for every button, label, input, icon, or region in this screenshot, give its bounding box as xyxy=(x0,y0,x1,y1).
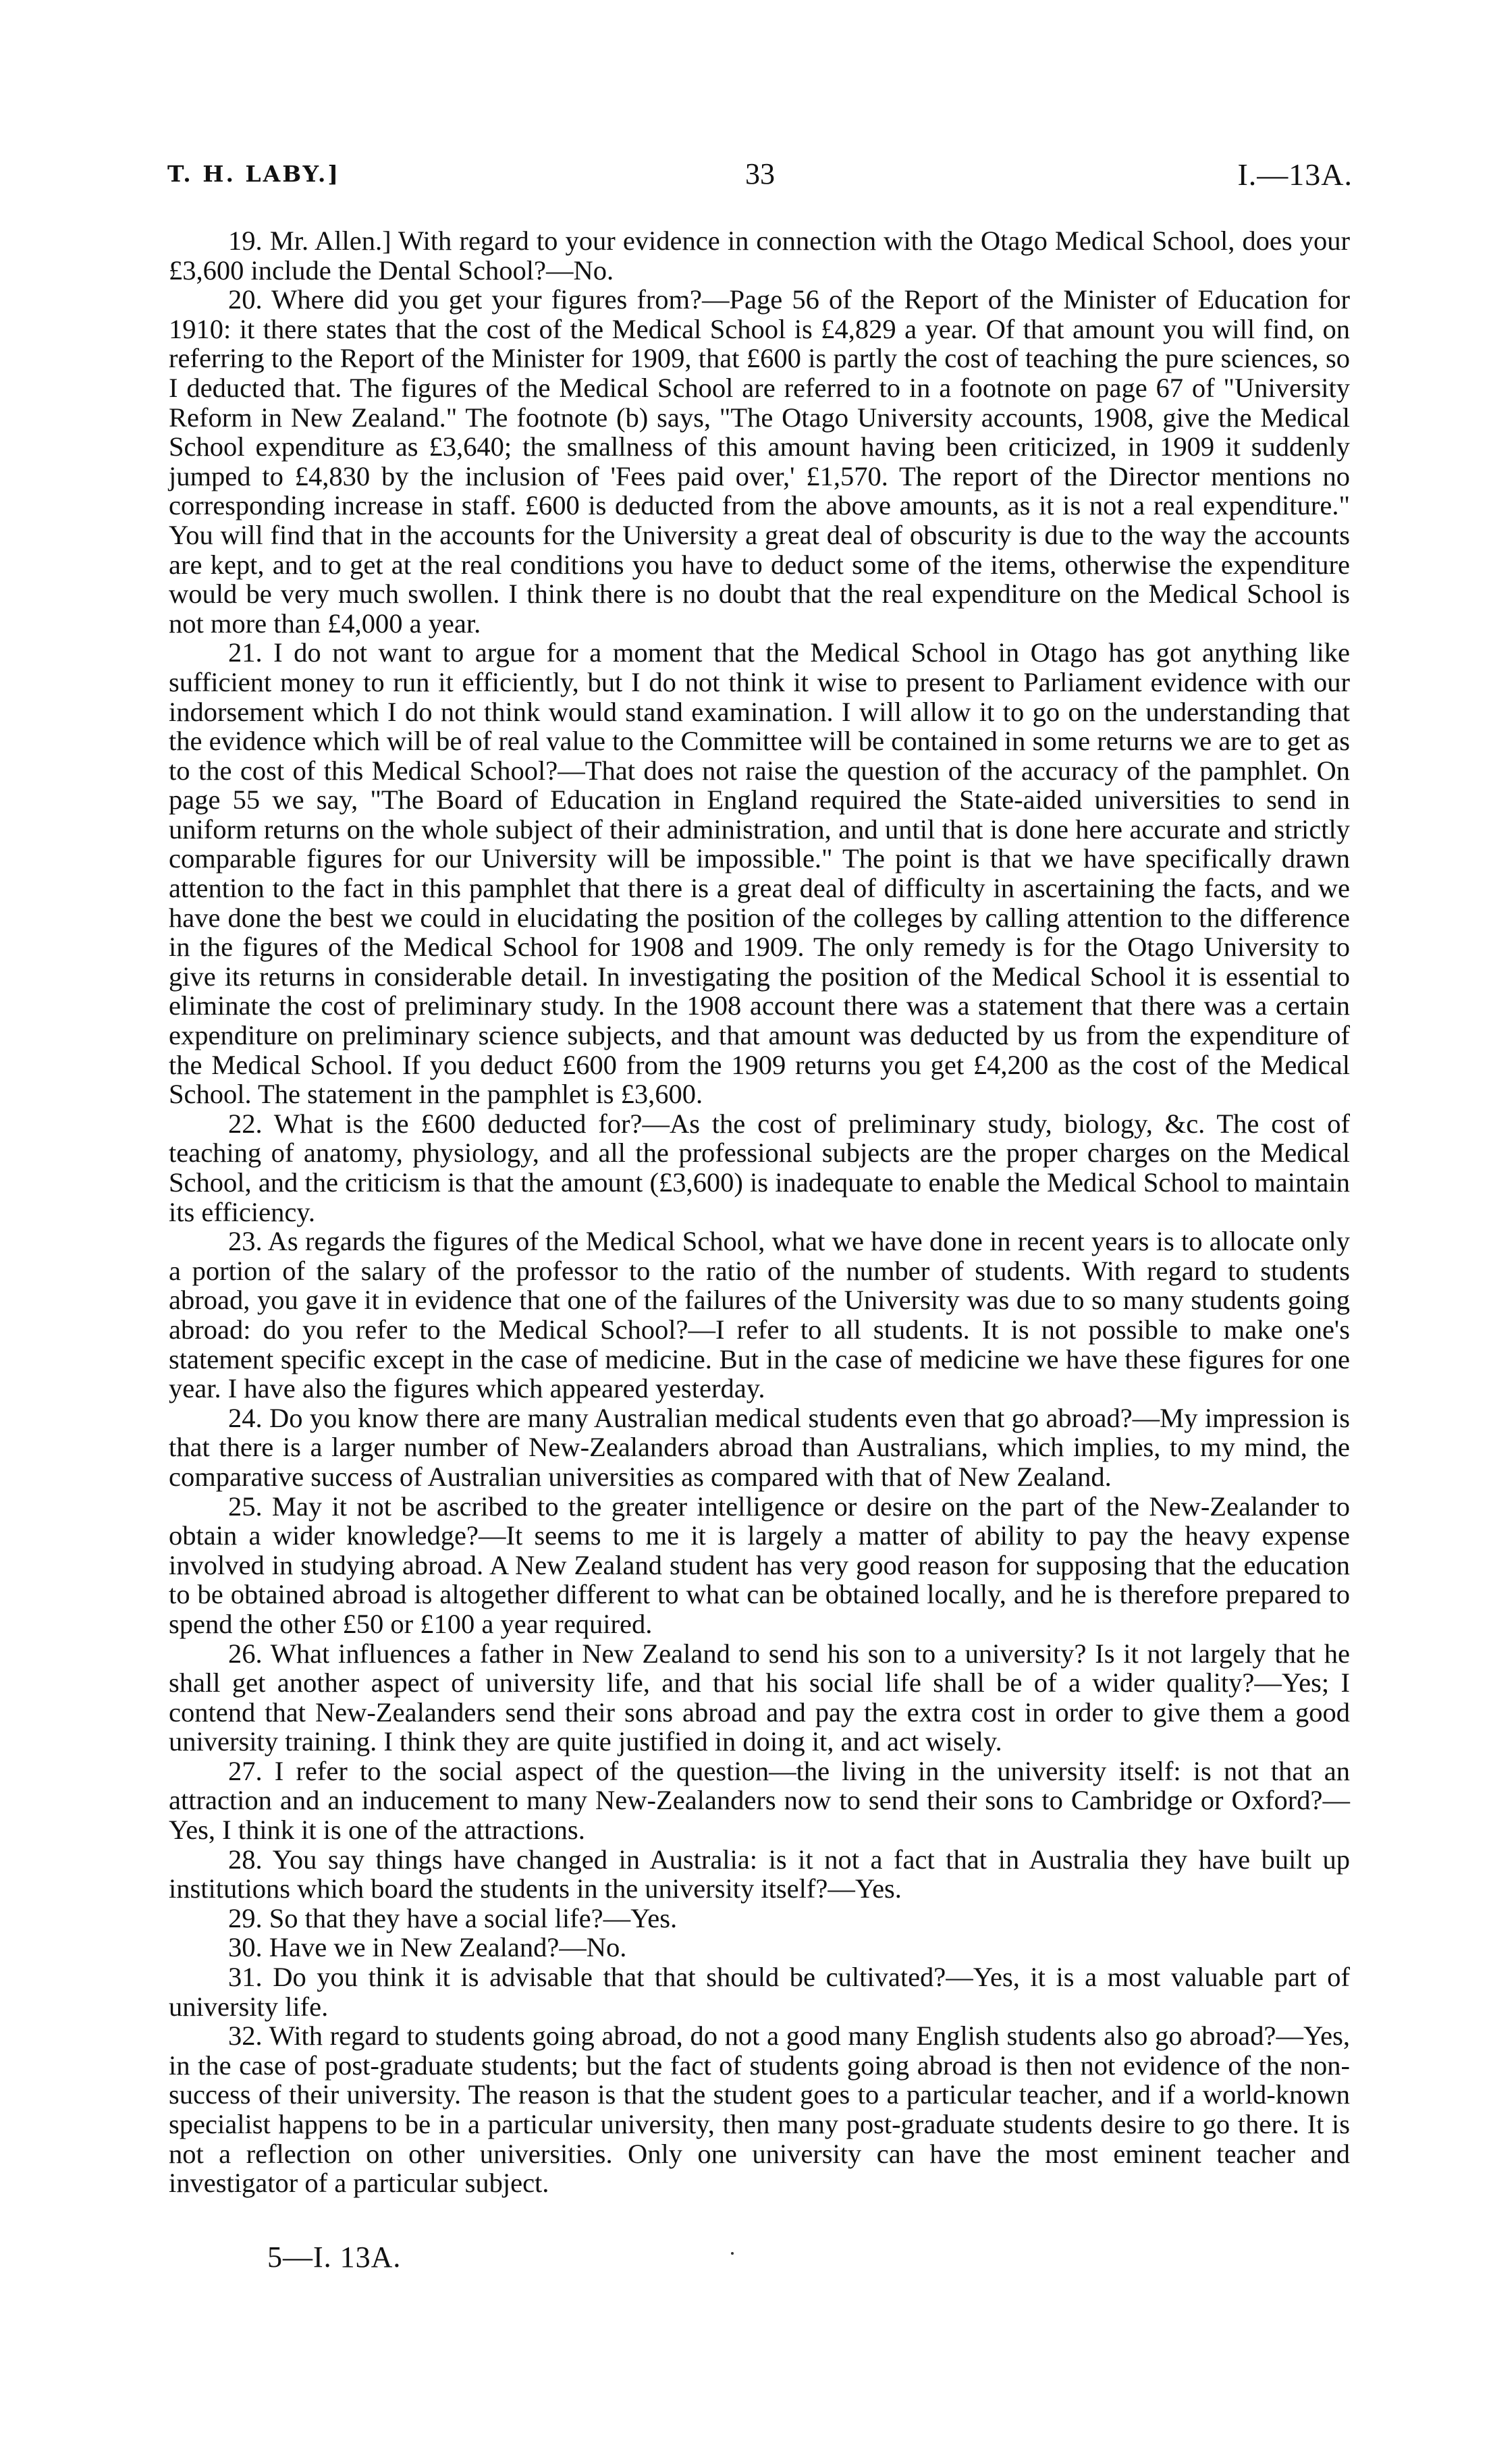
paragraph-30: 30. Have we in New Zealand?—No. xyxy=(228,1932,627,1963)
paragraph-22: 22. What is the £600 deducted for?—As the cost of preliminary study, biology, &c. The cost of teaching of anatomy, physiology, and all the professional subjects are the proper charges on the Medical School, and the criticism is that the amount (£3,600) is inadequate to enable the Medical School to maintain its efficiency. xyxy=(169,1108,1350,1227)
paragraph-26: 26. What influences a father in New Zealand to send his son to a university? Is it not largely that he shall get another aspect of university life, and that his social life shall be of a wider quality?—Yes; I contend that New-Zealanders send their sons abroad and pay the extra cost in order to give them a good university training. I think they are quite justified in doing it, and act wisely. xyxy=(169,1638,1350,1757)
paragraph-24: 24. Do you know there are many Australian medical students even that go abroad?—My impression is that there is a larger number of New-Zealanders abroad than Australians, which implies, to my mind, the comparative success of Australian universities as compared with that of New Zealand. xyxy=(169,1402,1350,1492)
page-header xyxy=(167,157,1353,201)
paragraph-25: 25. May it not be ascribed to the greater intelligence or desire on the part of the New-Zealander to obtain a wider knowledge?—It seems to me it is largely a matter of ability to pay the heavy expense involved in studying abroad. A New Zealand student has very good reason for supposing that the education to be obtained abroad is altogether different to what can be obtained locally, and he is therefore prepared to spend the other £50 or £100 a year required. xyxy=(169,1491,1350,1639)
paragraph-20: 20. Where did you get your figures from?—Page 56 of the Report of the Minister of Education for 1910: it there states that the cost of the Medical School is £4,829 a year. Of that amount you will find, on referring to the Report of the Minister for 1909, that £600 is partly the cost of teaching the pure sciences, so I deducted that. The figures of the Medical School are referred to in a footnote on page 67 of "University Reform in New Zealand." The footnote (b) says, "The Otago University accounts, 1908, give the Medical School expenditure as £3,640; the smallness of this amount having been criticized, in 1909 it suddenly jumped to £4,830 by the inclusion of 'Fees paid over,' £1,570. The report of the Director mentions no corresponding increase in staff. £600 is deducted from the above amounts, as it is not a real expenditure." You will find that in the accounts for the University a great deal of obscurity is due to the way the accounts are kept, and to get at the real conditions you have to deduct some of the items, otherwise the expenditure would be very much swollen. I think there is no doubt that the real expenditure on the Medical School is not more than £4,000 a year. xyxy=(169,284,1350,639)
paragraph-31: 31. Do you think it is advisable that that should be cultivated?—Yes, it is a most valuable part of university life. xyxy=(169,1962,1350,2022)
document-reference: I.—13A. xyxy=(1237,157,1353,192)
paragraph-21: 21. I do not want to argue for a moment that the Medical School in Otago has got anything like sufficient money to run it efficiently, but I do not think it wise to present to Parliament evidence with our indorsement which I do not think would stand examination. I will allow it to go on the understanding that the evidence which will be of real value to the Committee will be contained in some returns we are to get as to the cost of this Medical School?—That does not raise the question of the accuracy of the pamphlet. On page 55 we say, "The Board of Education in England required the State-aided universities to send in uniform returns on the whole subject of their administration, and until that is done here accurate and strictly comparable figures for our University will be impossible." The point is that we have specifically drawn attention to the fact in this pamphlet that there is a great deal of difficulty in ascertaining the facts, and we have done the best we could in elucidating the position of the colleges by calling attention to the difference in the figures of the Medical School for 1908 and 1909. The only remedy is for the Otago University to give its returns in considerable detail. In investigating the position of the Medical School it is essential to eliminate the cost of preliminary study. In the 1908 account there was a statement that there was a certain expenditure on preliminary science subjects, and that amount was deducted by us from the expenditure of the Medical School. If you deduct £600 from the 1909 returns you get £4,200 as the cost of the Medical School. The statement in the pamphlet is £3,600. xyxy=(169,637,1350,1110)
paragraph-29: 29. So that they have a social life?—Yes. xyxy=(228,1902,678,1933)
signature-mark: 5—I. 13A. xyxy=(267,2241,402,2274)
witness-name: T. H. LABY.] xyxy=(167,161,340,187)
paragraph-32: 32. With regard to students going abroad, do not a good many English students also go abroad?—Yes, in the case of post-graduate students; but the fact of students going abroad is then not evidence of the non-success of their university. The reason is that the student goes to a particular teacher, and if a world-known specialist happens to be in a particular university, then many post-graduate students desire to go there. It is not a reflection on other universities. Only one university can have the most eminent teacher and investigator of a particular subject. xyxy=(169,2020,1350,2199)
evidence-body xyxy=(169,226,1350,2198)
page-number: 33 xyxy=(745,157,775,190)
paragraph-23: 23. As regards the figures of the Medical School, what we have done in recent years is to allocate only a portion of the salary of the professor to the ratio of the number of students. With regard to students abroad, you gave it in evidence that one of the failures of the University was due to so many students going abroad: do you refer to the Medical School?—I refer to all students. It is not possible to make one's statement specific except in the case of medicine. But in the case of medicine we have these figures for one year. I have also the figures which appeared yesterday. xyxy=(169,1226,1350,1404)
paragraph-19: 19. Mr. Allen.] With regard to your evidence in connection with the Otago Medical School, does your £3,600 include the Dental School?—No. xyxy=(169,225,1350,286)
print-speck xyxy=(731,2252,734,2255)
paragraph-27: 27. I refer to the social aspect of the question—the living in the university itself: is not that an attraction and an inducement to many New-Zealanders now to send their sons to Cambridge or Oxford?—Yes, I think it is one of the attractions. xyxy=(169,1755,1350,1846)
paragraph-28: 28. You say things have changed in Australia: is it not a fact that in Australia they have built up institutions which board the students in the university itself?—Yes. xyxy=(169,1844,1350,1904)
